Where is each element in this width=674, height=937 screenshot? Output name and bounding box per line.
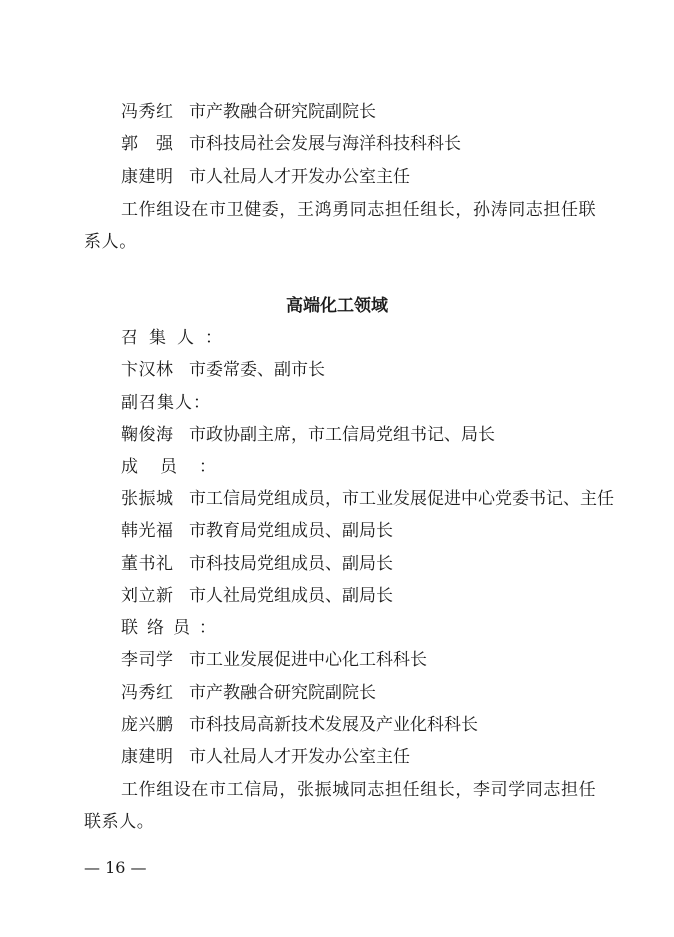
- member-name: 冯秀红: [121, 683, 174, 703]
- member-role: 市科技局高新技术发展及产业化科科长: [189, 715, 478, 735]
- member-name: 郭 强: [121, 134, 174, 154]
- member-role: 市教育局党组成员、副局长: [189, 521, 393, 541]
- member-role: 市工信局党组成员，市工业发展促进中心党委书记、主任: [189, 489, 614, 509]
- member-name: 鞠俊海: [121, 425, 174, 445]
- member-name: 李司学: [121, 650, 174, 670]
- liaison-label: 联络员：: [121, 618, 225, 638]
- member-name: 卞汉林: [121, 360, 174, 380]
- workgroup-note-line2: 系人。: [84, 232, 137, 252]
- member-role: 市产教融合研究院副院长: [189, 683, 376, 703]
- member-name: 康建明: [121, 747, 174, 767]
- page-number: — 16 —: [84, 858, 147, 877]
- member-role: 市产教融合研究院副院长: [189, 102, 376, 122]
- section-heading: 高端化工领域: [286, 296, 388, 316]
- workgroup-note-line2: 联系人。: [84, 812, 155, 832]
- member-name: 康建明: [121, 167, 174, 187]
- member-name: 庞兴鹏: [121, 715, 174, 735]
- member-role: 市人社局党组成员、副局长: [189, 586, 393, 606]
- member-name: 董书礼: [121, 554, 174, 574]
- workgroup-note-line1: 工作组设在市工信局，张振城同志担任组长，李司学同志担任: [121, 780, 597, 800]
- members-label: 成员：: [121, 457, 238, 477]
- convener-label: 召集人：: [121, 328, 233, 348]
- deputy-convener-label: 副召集人：: [121, 393, 211, 413]
- member-name: 张振城: [121, 489, 174, 509]
- member-role: 市委常委、副市长: [189, 360, 325, 380]
- member-role: 市人社局人才开发办公室主任: [189, 167, 410, 187]
- member-role: 市科技局社会发展与海洋科技科科长: [189, 134, 461, 154]
- member-role: 市人社局人才开发办公室主任: [189, 747, 410, 767]
- member-name: 刘立新: [121, 586, 174, 606]
- member-role: 市工业发展促进中心化工科科长: [189, 650, 427, 670]
- member-role: 市科技局党组成员、副局长: [189, 554, 393, 574]
- member-name: 冯秀红: [121, 102, 174, 122]
- workgroup-note-line1: 工作组设在市卫健委，王鸿勇同志担任组长，孙涛同志担任联: [121, 200, 597, 220]
- member-role: 市政协副主席，市工信局党组书记、局长: [189, 425, 495, 445]
- member-name: 韩光福: [121, 521, 174, 541]
